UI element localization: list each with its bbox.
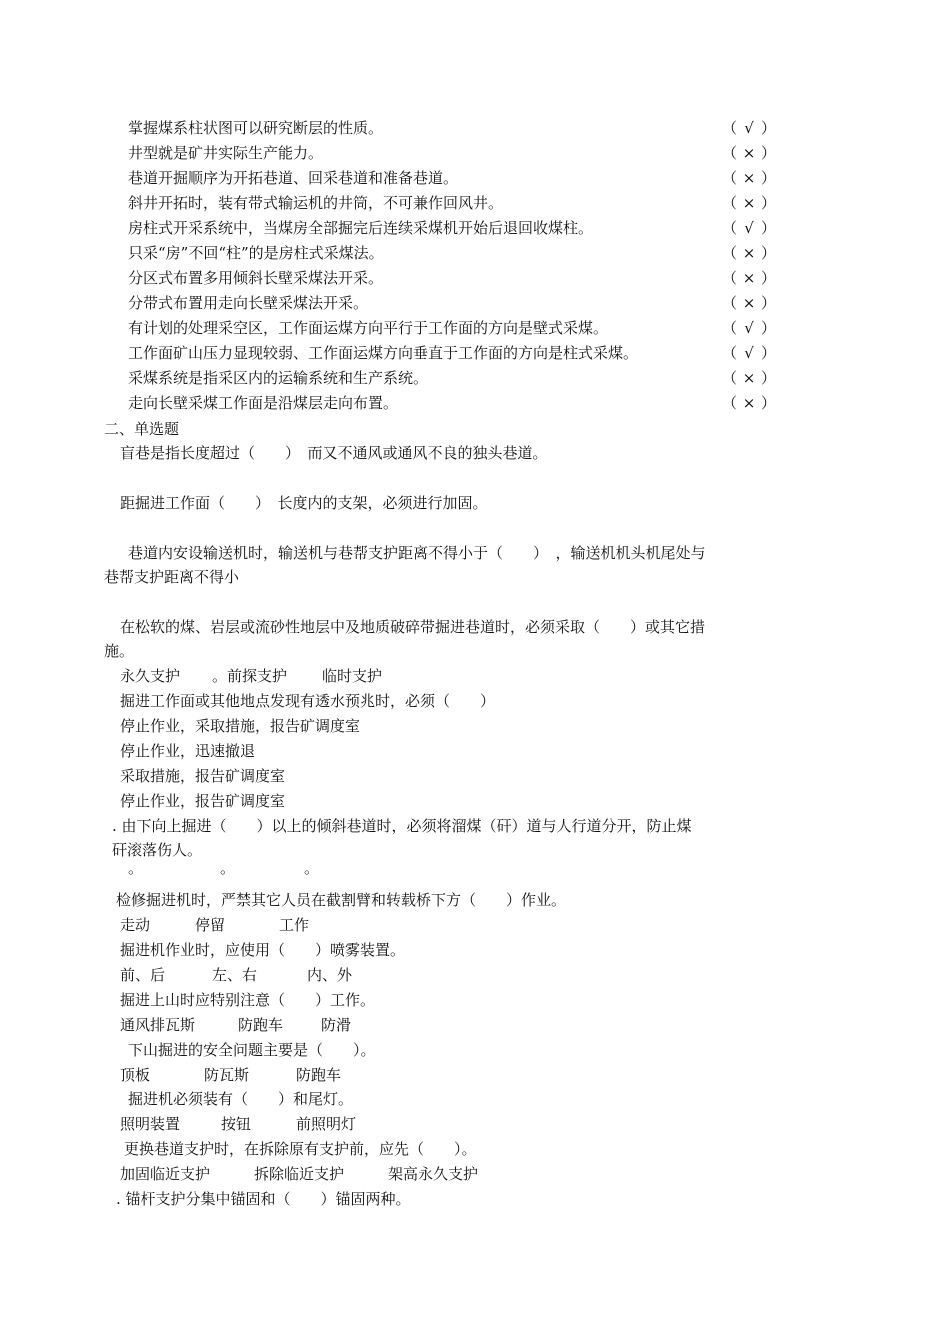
paren-left: （ [722,319,738,337]
question-2: 距掘进工作面（ ） 长度内的支架，必须进行加固。 [120,494,488,512]
tf-answer [722,318,776,338]
paren-right: ） [760,294,776,312]
tf-question: 走向长壁采煤工作面是沿煤层走向布置。 [128,394,399,412]
tf-question: 巷道开掘顺序为开拓巷道、回采巷道和准备巷道。 [128,169,459,187]
option: 工作 [279,916,310,934]
option: 前、后 [120,966,166,984]
check-mark: √ [744,219,754,237]
paren-right: ） [760,369,776,387]
question-11: 掘进机必须装有（ ）和尾灯。 [128,1090,354,1108]
cross-mark: × [742,394,756,412]
paren-left: （ [722,219,738,237]
question-3-cont: 巷帮支护距离不得小 [104,568,240,586]
check-mark: √ [744,319,754,337]
question-8: 掘进机作业时，应使用（ ）喷雾装置。 [120,941,406,959]
option: 停止作业，报告矿调度室 [120,792,286,810]
question-12: 更换巷道支护时，在拆除原有支护前，应先（ ）。 [124,1140,477,1158]
cross-mark: × [742,194,756,212]
question-10-options [120,1065,341,1085]
option: 左、右 [212,966,258,984]
paren-right: ） [760,169,776,187]
tf-answer [722,218,776,238]
question-4: 在松软的煤、岩层或流砂性地层中及地质破碎带掘进巷道时，必须采取（ ）或其它措 [120,618,706,636]
paren-left: （ [722,394,738,412]
cross-mark: × [742,269,756,287]
paren-right: ） [760,219,776,237]
tf-answer [722,168,776,188]
tf-question: 只采“房”不回“柱”的是房柱式采煤法。 [128,244,384,262]
question-3: 巷道内安设输送机时，输送机与巷帮支护距离不得小于（ ） ，输送机机头机尾处与 [128,544,706,562]
paren-left: （ [722,244,738,262]
paren-left: （ [722,169,738,187]
cross-mark: × [742,144,756,162]
paren-left: （ [722,369,738,387]
cross-mark: × [742,369,756,387]
tf-answer [722,343,776,363]
tf-answer [722,268,776,288]
option: 。前探支护 [212,667,288,685]
paren-right: ） [760,394,776,412]
question-5: 掘进工作面或其他地点发现有透水预兆时，必须（ ） [120,692,496,710]
option: 加固临近支护 [120,1165,211,1183]
paren-right: ） [760,119,776,137]
section-heading: 二、单选题 [104,420,180,438]
option: 。 [220,859,236,877]
tf-question: 有计划的处理采空区，工作面运煤方向平行于工作面的方向是壁式采煤。 [128,319,609,337]
option: 照明装置 [120,1115,181,1133]
tf-answer [722,393,776,413]
question-6-options [128,858,319,878]
option: 停止作业，采取措施，报告矿调度室 [120,717,361,735]
tf-question: 斜井开拓时，装有带式输运机的井筒，不可兼作回风井。 [128,194,504,212]
option: 防滑 [321,1016,352,1034]
paren-right: ） [760,194,776,212]
option: 停留 [195,916,226,934]
tf-answer [722,293,776,313]
tf-answer [722,143,776,163]
option: 永久支护 [120,667,181,685]
option: 。 [304,859,320,877]
tf-question: 井型就是矿井实际生产能力。 [128,144,324,162]
tf-question: 房柱式开采系统中，当煤房全部掘完后连续采煤机开始后退回收煤柱。 [128,219,594,237]
paren-right: ） [760,269,776,287]
option: 走动 [120,916,151,934]
tf-question: 采煤系统是指采区内的运输系统和生产系统。 [128,369,429,387]
tf-question: 掌握煤系柱状图可以研究断层的性质。 [128,119,384,137]
option: 架高永久支护 [388,1165,479,1183]
tf-answer [722,243,776,263]
tf-answer [722,193,776,213]
cross-mark: × [742,294,756,312]
question-12-options [120,1164,478,1184]
paren-left: （ [722,294,738,312]
option: 防瓦斯 [204,1066,250,1084]
tf-answer [722,368,776,388]
question-6-cont: 矸滚落伤人。 [112,841,203,859]
paren-left: （ [722,119,738,137]
question-9: 掘进上山时应特别注意（ ）工作。 [120,991,376,1009]
question-1: 盲巷是指长度超过（ ） 而又不通风或通风不良的独头巷道。 [120,444,548,462]
cross-mark: × [742,244,756,262]
paren-left: （ [722,269,738,287]
question-7-options [120,915,309,935]
option: 内、外 [307,966,353,984]
paren-right: ） [760,319,776,337]
check-mark: √ [744,119,754,137]
option: 临时支护 [322,667,383,685]
question-7: 检修掘进机时，严禁其它人员在截割臂和转载桥下方（ ）作业。 [116,891,567,909]
cross-mark: × [742,169,756,187]
paren-left: （ [722,344,738,362]
question-4-options [120,666,382,686]
paren-right: ） [760,244,776,262]
tf-question: 分带式布置用走向长壁采煤法开采。 [128,294,369,312]
paren-right: ） [760,144,776,162]
question-11-options [120,1114,356,1134]
tf-question: 分区式布置多用倾斜长壁采煤法开采。 [128,269,384,287]
question-10: 下山掘进的安全问题主要是（ ）。 [128,1041,376,1059]
option: 顶板 [120,1066,151,1084]
option: 拆除临近支护 [254,1165,345,1183]
paren-left: （ [722,144,738,162]
tf-question: 工作面矿山压力显现较弱、工作面运煤方向垂直于工作面的方向是柱式采煤。 [128,344,639,362]
paren-right: ） [760,344,776,362]
tf-answer [722,118,776,138]
question-9-options [120,1015,351,1035]
question-13: . 锚杆支护分集中锚固和（ ）锚固两种。 [116,1190,411,1208]
option: 停止作业，迅速撤退 [120,742,256,760]
question-4-cont: 施。 [104,642,135,660]
question-6: . 由下向上掘进（ ）以上的倾斜巷道时，必须将溜煤（矸）道与人行道分开，防止煤 [112,817,692,835]
question-8-options [120,965,352,985]
option: 。 [128,859,144,877]
option: 采取措施，报告矿调度室 [120,767,286,785]
option: 防跑车 [238,1016,284,1034]
option: 前照明灯 [296,1115,357,1133]
option: 按钮 [221,1115,252,1133]
option: 通风排瓦斯 [120,1016,196,1034]
option: 防跑车 [296,1066,342,1084]
paren-left: （ [722,194,738,212]
check-mark: √ [744,344,754,362]
